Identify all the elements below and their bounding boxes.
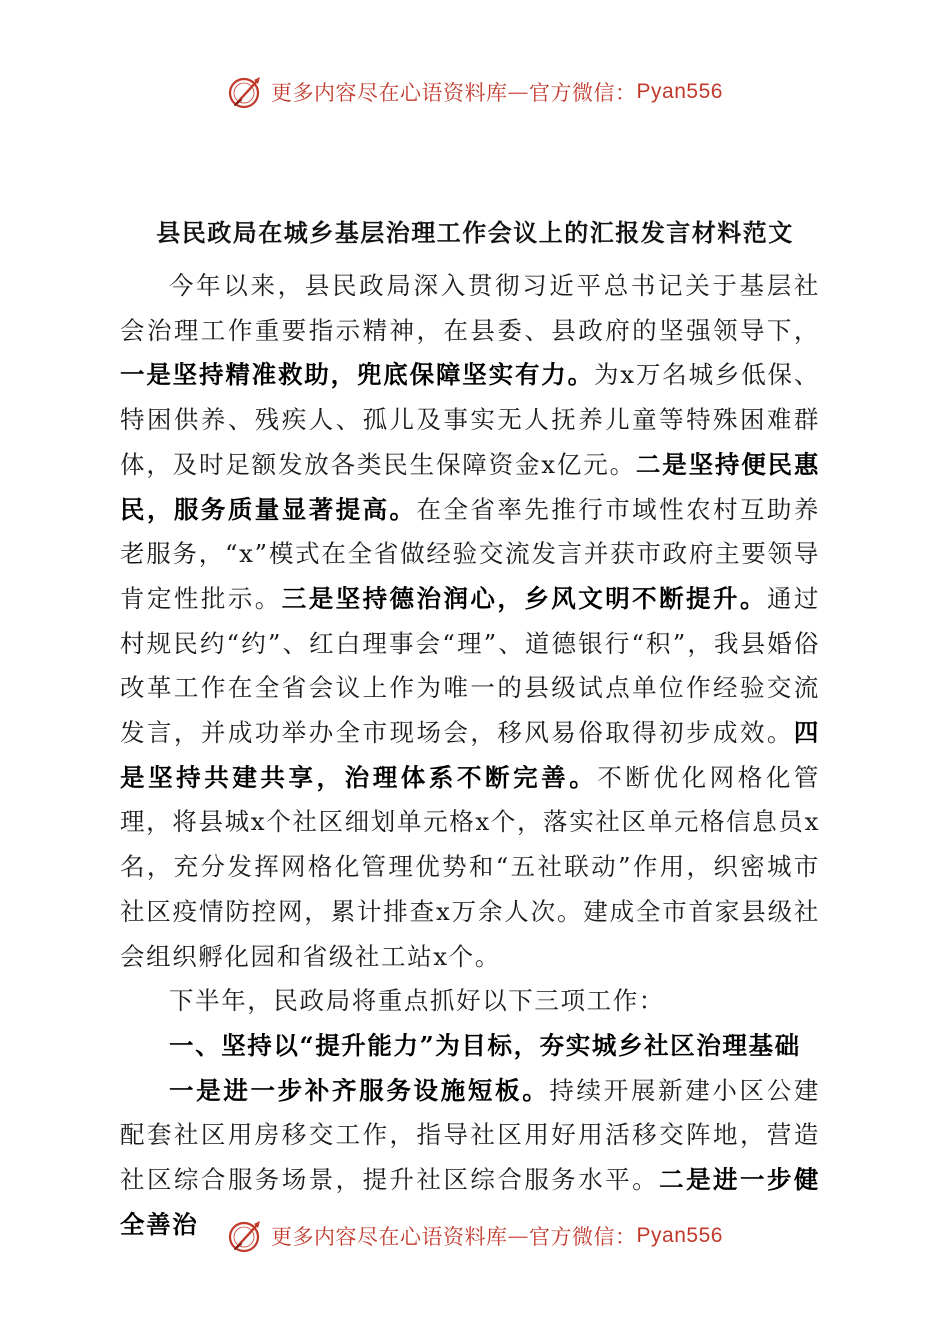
footer-watermark [0, 1216, 950, 1256]
document-title: 县民政局在城乡基层治理工作会议上的汇报发言材料范文 [156, 218, 794, 247]
paragraph-plan: 下半年，民政局将重点抓好以下三项工作： [169, 986, 665, 1016]
text-run: 通过村规民约“约”、红白理事会“理”、道德银行“积”，我县婚俗改革工作在全省会议上作为唯一的县级试点单位作经验交流发言，并成功举办全市现场会，移风易俗取得初步成效。 [120, 583, 820, 748]
text-run: 为x万名城乡低保、特困供养、残疾人、孤儿及事实无人抚养儿童等特殊困难群体，及时足额发放各类民生保障资金x亿元。 [120, 360, 820, 479]
bold-run: 二是坚持便民惠民，服务质量显著提高。 [120, 449, 820, 524]
bold-run: 一是坚持精准救助，兜底保障坚实有力。 [120, 360, 594, 390]
watermark-separator: — [507, 80, 530, 104]
text-run: 今年以来，县民政局深入贯彻习近平总书记关于基层社会治理工作重要指示精神，在县委、县政府的坚强领导下， [120, 271, 820, 345]
heading-text: 一、坚持以“提升能力”为目标，夯实城乡社区治理基础 [169, 1030, 801, 1060]
text-run: 在全省率先推行市域性农村互助养老服务，“x”模式在全省做经验交流发言并获市政府主要领导肯定性批示。 [120, 494, 820, 613]
text-run: 不断优化网格化管理，将县城x个社区细划单元格x个，落实社区单元格信息员x名，充分发挥网格化管理优势和“五社联动”作用，织密城市社区疫情防控网，累计排查x万余人次。建成全市首家县级社会组织孵化园和省级社工站x个。 [120, 762, 820, 971]
section-heading-1 [120, 1024, 820, 1069]
text-run: 持续开展新建小区公建配套社区用房移交工作，指导社区用好用活移交阵地，营造社区综合服务场景，提升社区综合服务水平。 [120, 1075, 820, 1195]
bold-run: 一是进一步补齐服务设施短板。 [169, 1075, 550, 1105]
header-watermark [0, 72, 950, 112]
watermark-handle: Pyan556 [636, 1224, 723, 1247]
watermark-label: 官方微信： [529, 1225, 637, 1249]
bold-run: 二是进一步健全善治 [120, 1165, 821, 1239]
watermark-text: 更多内容尽在心语资料库 [271, 81, 508, 105]
watermark-label: 官方微信： [529, 81, 637, 105]
pen-seal-logo-icon [227, 1216, 267, 1256]
watermark-text: 更多内容尽在心语资料库 [271, 1225, 508, 1249]
document-body [120, 264, 820, 1247]
bold-run: 四是坚持共建共享，治理体系不断完善。 [120, 718, 820, 792]
paragraph-intro [120, 264, 820, 979]
watermark-handle: Pyan556 [636, 80, 723, 103]
bold-run: 三是坚持德治润心，乡风文明不断提升。 [281, 583, 767, 613]
pen-seal-logo-icon [227, 72, 267, 112]
watermark-separator: — [507, 1224, 530, 1248]
